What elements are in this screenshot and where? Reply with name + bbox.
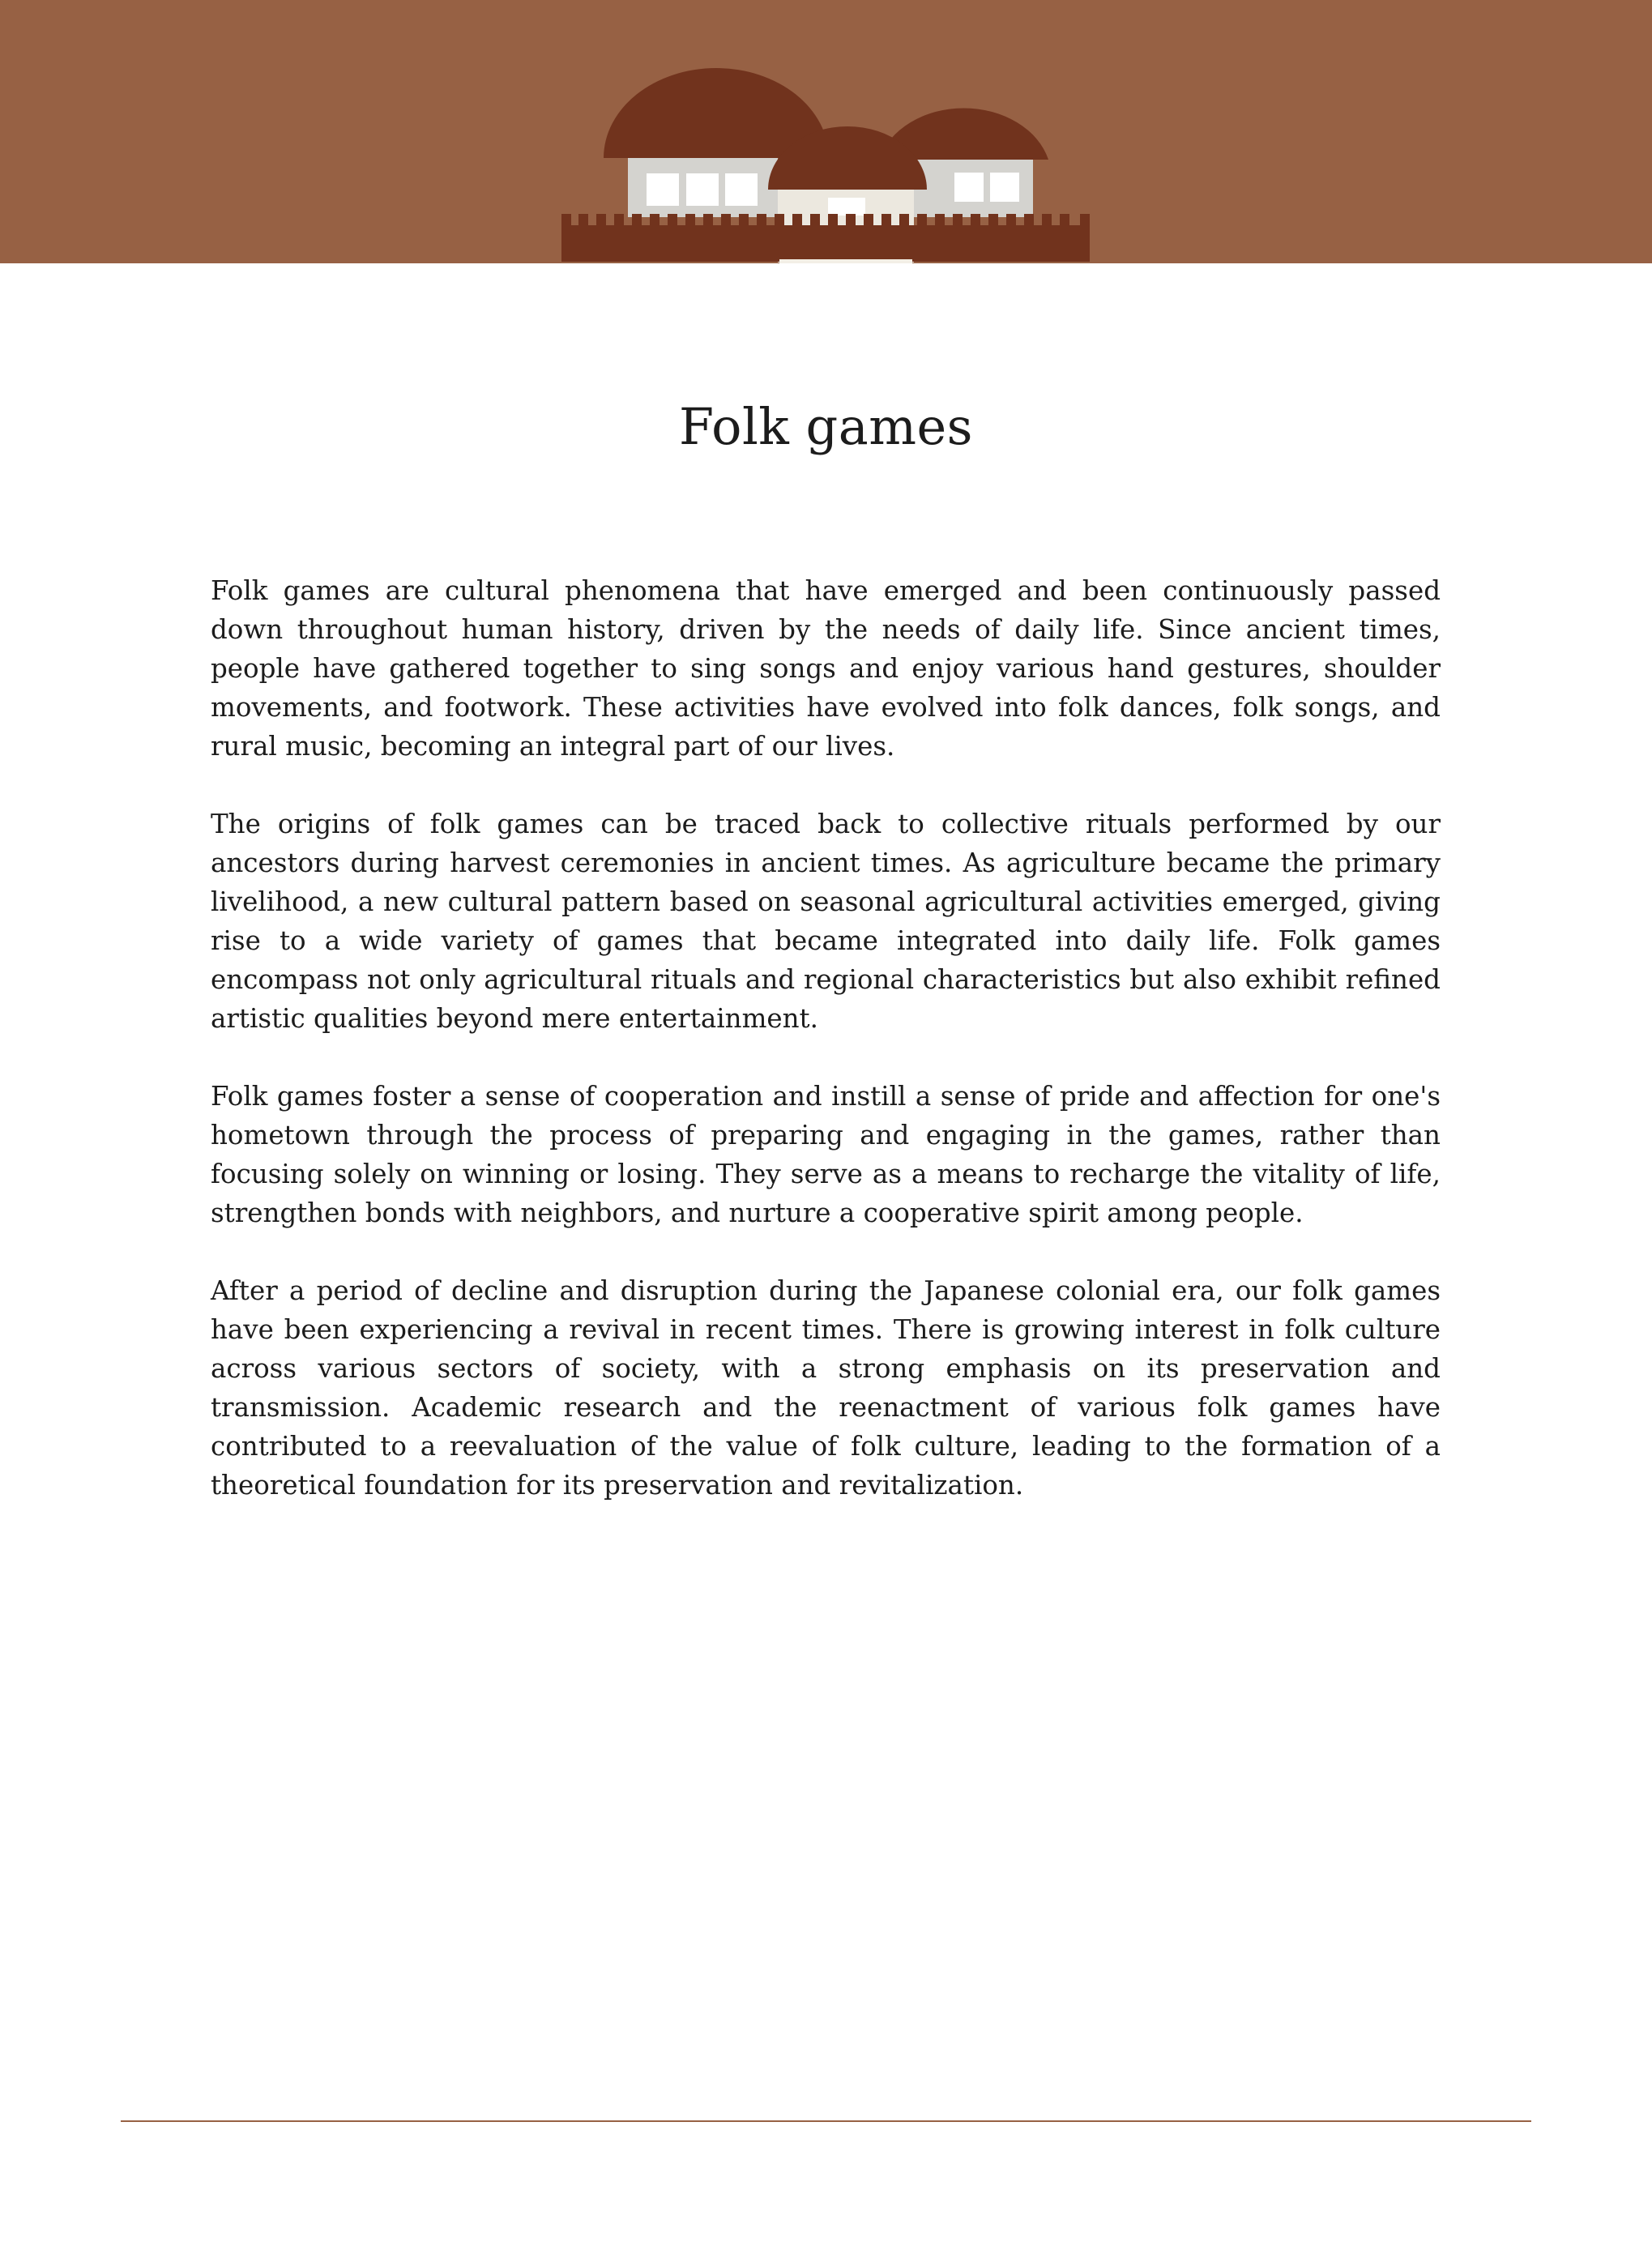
paragraph: The origins of folk games can be traced back to collective rituals performed by our ancestors during harvest ceremonies in ancient times. As agriculture became the primary livelihood, a new cultural pattern based on seasonal agricultural activities emerged, giving rise to a wide variety of games that became integrated into daily life. Folk games encompass not only agricultural rituals and regional characteristics but also exhibit refined artistic qualities beyond mere entertainment. bbox=[211, 809, 1441, 1034]
page-title: Folk games bbox=[678, 397, 973, 456]
paragraph: Folk games are cultural phenomena that have emerged and been continuously passed down throughout human history, driven by the needs of daily life. Since ancient times, people have gathered together to sing songs and enjoy various hand gestures, shoulder movements, and footwork. These activities have evolved into folk dances, folk songs, and rural music, becoming an integral part of our lives. bbox=[211, 575, 1441, 762]
header-band bbox=[0, 0, 1652, 263]
paragraph: Folk games foster a sense of cooperation and instill a sense of pride and affection for one's hometown through the process of preparing and engaging in the games, rather than focusing solely on winning or losing. They serve as a means to recharge the vitality of life, strengthen bonds with neighbors, and nurture a cooperative spirit among people. bbox=[211, 1081, 1441, 1228]
paragraph: After a period of decline and disruption during the Japanese colonial era, our folk games have been experiencing a revival in recent times. There is growing interest in folk culture across various sectors of society, with a strong emphasis on its preservation and transmission. Academic research and the reenactment of various folk games have contributed to a reevaluation of the value of folk culture, leading to the formation of a theoretical foundation for its preservation and revitalization. bbox=[211, 1275, 1441, 1501]
body-text bbox=[211, 571, 1441, 1543]
traditional-hanok-houses-icon bbox=[0, 0, 1652, 263]
footer-rule bbox=[121, 2120, 1531, 2122]
